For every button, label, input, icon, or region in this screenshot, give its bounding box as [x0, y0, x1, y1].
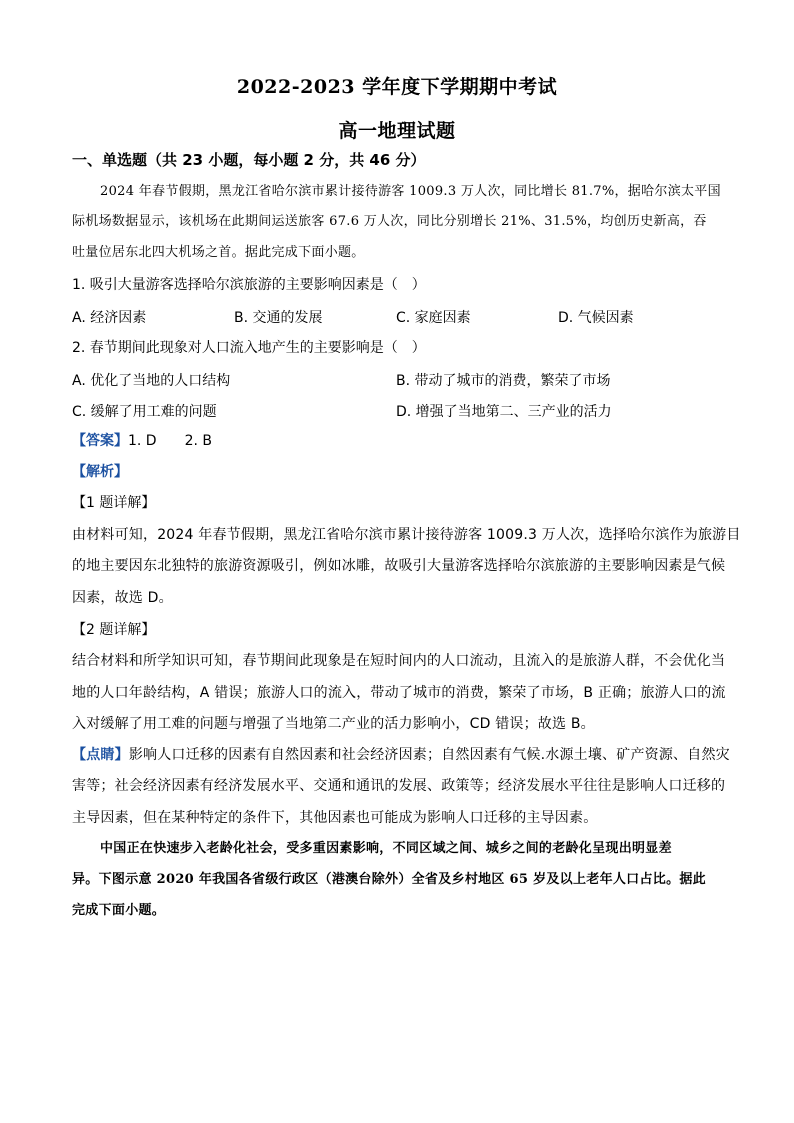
q2-option-c: C. 缓解了用工难的问题 — [72, 404, 217, 420]
exam-subtitle: 高一地理试题 — [338, 120, 456, 142]
tip-label: 【点睛】 — [72, 747, 129, 763]
tip-line: 影响人口迁移的因素有自然因素和社会经济因素；自然因素有气候.水源土壤、矿产资源、自然灾 — [128, 747, 730, 763]
q1-option-b: B. 交通的发展 — [234, 310, 323, 326]
section-heading: 一、单选题（共 23 小题，每小题 2 分，共 46 分） — [72, 151, 426, 169]
analysis-row — [72, 463, 722, 481]
detail-2-line: 地的人口年龄结构，A 错误；旅游人口的流入，带动了城市的消费，繁荣了市场，B 正确；旅游人口的流 — [72, 685, 726, 701]
question-2-stem: 2. 春节期间此现象对人口流入地产生的主要影响是（ ） — [72, 340, 426, 356]
passage2-line: 异。下图示意 2020 年我国各省级行政区（港澳台除外）全省及乡村地区 65 岁及以上老年人口占比。据此 — [72, 872, 706, 887]
exam-title: 2022-2023 学年度下学期期中考试 — [236, 76, 558, 98]
passage1-line: 际机场数据显示，该机场在此期间运送旅客 67.6 万人次，同比分别增长 21%、31.5%，均创历史新高，吞 — [72, 214, 707, 229]
detail-1-label: 【1 题详解】 — [72, 495, 156, 511]
answer-value: 1. D 2. B — [128, 433, 212, 449]
detail-1-line: 因素，故选 D。 — [72, 590, 173, 606]
detail-2-line: 入对缓解了用工难的问题与增强了当地第二产业的活力影响小，CD 错误；故选 B。 — [72, 716, 595, 732]
passage1-line: 吐量位居东北四大机场之首。据此完成下面小题。 — [72, 245, 365, 260]
passage2-line: 完成下面小题。 — [72, 903, 166, 918]
tip-line: 主导因素，但在某种特定的条件下，其他因素也可能成为影响人口迁移的主导因素。 — [72, 810, 598, 826]
detail-2-label: 【2 题详解】 — [72, 622, 156, 638]
question-1-stem: 1. 吸引大量游客选择哈尔滨旅游的主要影响因素是（ ） — [72, 277, 426, 293]
passage2-line: 中国正在快速步入老龄化社会，受多重因素影响，不同区域之间、城乡之间的老龄化呈现出明显差 — [100, 841, 672, 856]
q1-option-d: D. 气候因素 — [558, 310, 634, 326]
detail-1-line: 由材料可知，2024 年春节假期，黑龙江省哈尔滨市累计接待游客 1009.3 万人次，选择哈尔滨作为旅游目 — [72, 527, 741, 543]
passage1-line: 2024 年春节假期，黑龙江省哈尔滨市累计接待游客 1009.3 万人次，同比增长 81.7%，据哈尔滨太平国 — [100, 184, 721, 199]
analysis-label: 【解析】 — [72, 464, 128, 480]
tip-row — [72, 746, 730, 764]
tip-line: 害等；社会经济因素有经济发展水平、交通和通讯的发展、政策等；经济发展水平往往是影响人口迁移的 — [72, 778, 726, 794]
answer-label: 【答案】 — [72, 433, 128, 449]
q1-option-c: C. 家庭因素 — [396, 310, 471, 326]
detail-1-line: 的地主要因东北独特的旅游资源吸引，例如冰雕，故吸引大量游客选择哈尔滨旅游的主要影响因素是气候 — [72, 558, 726, 574]
answer-row — [72, 432, 722, 450]
q2-option-b: B. 带动了城市的消费，繁荣了市场 — [396, 373, 611, 389]
q2-option-d: D. 增强了当地第二、三产业的活力 — [396, 404, 612, 420]
q2-option-a: A. 优化了当地的人口结构 — [72, 373, 231, 389]
q1-option-a: A. 经济因素 — [72, 310, 147, 326]
detail-2-line: 结合材料和所学知识可知，春节期间此现象是在短时间内的人口流动，且流入的是旅游人群，不会优化当 — [72, 653, 726, 669]
